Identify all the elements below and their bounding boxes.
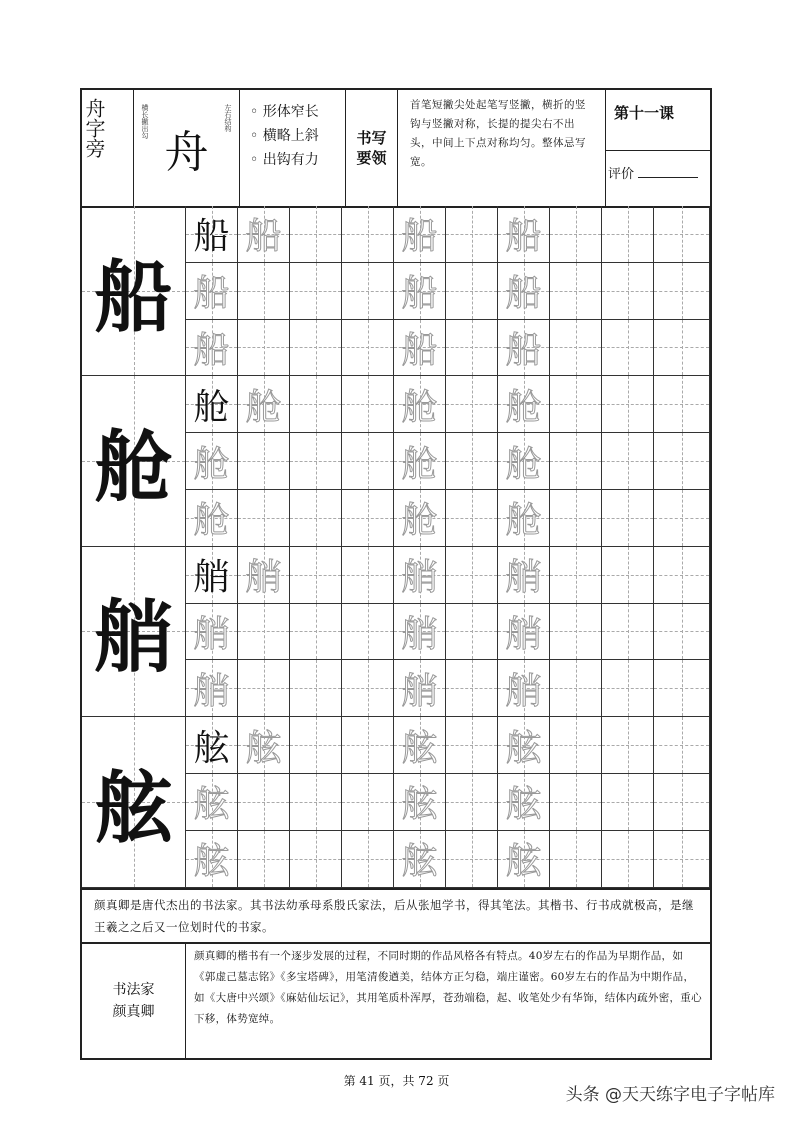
practice-cell[interactable] — [238, 376, 290, 433]
lesson-cell — [606, 90, 710, 206]
practice-cell[interactable] — [498, 774, 550, 831]
practice-cell[interactable] — [186, 604, 238, 661]
practice-cell[interactable] — [654, 717, 710, 774]
practice-cell[interactable] — [342, 206, 394, 263]
model-char-cell — [82, 206, 186, 376]
practice-cell[interactable] — [394, 263, 446, 320]
practice-cell[interactable] — [342, 831, 394, 888]
practice-cell[interactable] — [342, 660, 394, 717]
key-points-label: 书写 — [356, 129, 387, 147]
trace-char: 艄 — [505, 557, 542, 599]
practice-cell[interactable] — [342, 320, 394, 377]
sample-char: 船 — [193, 216, 230, 258]
practice-cell[interactable] — [342, 717, 394, 774]
side-note-right: 左右结构 — [224, 104, 232, 132]
trace-char: 船 — [401, 273, 438, 315]
feature-item: ◦ 出钩有力 — [250, 148, 345, 172]
practice-cell[interactable] — [498, 433, 550, 490]
practice-cell[interactable] — [186, 831, 238, 888]
calligrapher-intro: 颜真卿是唐代杰出的书法家。其书法幼承母系殷氏家法，后从张旭学书，得其笔法。其楷书、行书成就极高，是继王羲之之后又一位划时代的书家。 — [82, 888, 710, 944]
practice-cell[interactable] — [342, 433, 394, 490]
practice-cell[interactable] — [654, 320, 710, 377]
trace-char: 艄 — [505, 670, 542, 712]
practice-cell[interactable] — [550, 433, 602, 490]
practice-cell[interactable] — [186, 433, 238, 490]
practice-cell[interactable] — [290, 831, 342, 888]
practice-cell[interactable] — [550, 206, 602, 263]
feature-list — [240, 90, 345, 172]
writing-description: 首笔短撇尖处起笔写竖撇，横折的竖钩与竖撇对称，长提的提尖右不出头，中间上下点对称均匀。整体忌写宽。 — [410, 99, 586, 168]
calligrapher-name: 颜真卿 — [112, 1004, 155, 1020]
practice-cell[interactable] — [394, 774, 446, 831]
page-number: 第 41 页，共 72 页 — [343, 1074, 450, 1088]
practice-cell[interactable] — [550, 831, 602, 888]
practice-cell[interactable] — [602, 547, 654, 604]
trace-char: 舱 — [401, 500, 438, 542]
practice-cell[interactable] — [602, 604, 654, 661]
lesson-title: 第十一课 — [614, 104, 675, 122]
practice-cell[interactable] — [602, 263, 654, 320]
practice-cell[interactable] — [342, 547, 394, 604]
practice-cell[interactable] — [238, 263, 290, 320]
evaluation-label: 评价 — [608, 167, 635, 182]
practice-cell[interactable] — [498, 604, 550, 661]
practice-cell[interactable] — [498, 206, 550, 263]
model-char: 船 — [94, 251, 173, 343]
model-char-cell — [82, 717, 186, 887]
sample-char: 舱 — [193, 386, 230, 428]
watermark: 头条 @天天练字电子字帖库 — [565, 1085, 775, 1105]
practice-cell[interactable] — [238, 774, 290, 831]
trace-char: 船 — [193, 329, 230, 371]
trace-char: 舱 — [245, 386, 282, 428]
practice-cell[interactable] — [342, 263, 394, 320]
worksheet — [80, 88, 712, 1060]
practice-cell[interactable] — [186, 774, 238, 831]
trace-char: 舷 — [401, 784, 438, 826]
calligrapher-bio: 颜真卿的楷书有一个逐步发展的过程，不同时期的作品风格各有特点。40岁左右的作品为早期作品，如《郭虚己墓志铭》《多宝塔碑》，用笔清俊遒美，结体方正匀稳，端庄谨密。60岁左右的作品为中期作品，如《大唐中兴颂》《麻姑仙坛记》，其用笔质朴浑厚，苍劲端稳，起、收笔处少有华饰，结体内疏外密，重心下移，体势宽绰。 — [194, 950, 702, 1025]
trace-char: 艄 — [193, 613, 230, 655]
trace-char: 船 — [505, 216, 542, 258]
feature-item: ◦ 横略上斜 — [250, 124, 345, 148]
radical-sample-cell — [134, 90, 240, 206]
practice-cell[interactable] — [550, 490, 602, 547]
practice-cell[interactable] — [446, 831, 498, 888]
practice-cell[interactable] — [238, 320, 290, 377]
practice-cell[interactable] — [342, 490, 394, 547]
practice-cell[interactable] — [290, 547, 342, 604]
practice-cell[interactable] — [186, 376, 238, 433]
practice-cell[interactable] — [238, 433, 290, 490]
practice-cell[interactable] — [602, 433, 654, 490]
practice-cell[interactable] — [654, 547, 710, 604]
trace-char: 艄 — [245, 557, 282, 599]
practice-cell[interactable] — [238, 831, 290, 888]
model-char: 舷 — [94, 762, 173, 854]
practice-cell[interactable] — [342, 604, 394, 661]
practice-cell[interactable] — [238, 547, 290, 604]
trace-char: 舷 — [193, 784, 230, 826]
practice-cell[interactable] — [342, 376, 394, 433]
practice-cell[interactable] — [394, 206, 446, 263]
practice-cell[interactable] — [186, 547, 238, 604]
practice-cell[interactable] — [446, 660, 498, 717]
practice-cell[interactable] — [602, 717, 654, 774]
practice-cell[interactable] — [290, 376, 342, 433]
trace-char: 舱 — [193, 443, 230, 485]
practice-cell[interactable] — [290, 263, 342, 320]
practice-cell[interactable] — [654, 490, 710, 547]
practice-cell[interactable] — [654, 831, 710, 888]
practice-cell[interactable] — [602, 206, 654, 263]
practice-cell[interactable] — [602, 831, 654, 888]
practice-cell[interactable] — [550, 717, 602, 774]
practice-cell[interactable] — [290, 206, 342, 263]
trace-char: 舱 — [193, 500, 230, 542]
trace-char: 舱 — [401, 386, 438, 428]
trace-char: 艄 — [505, 613, 542, 655]
practice-cell[interactable] — [602, 376, 654, 433]
practice-cell[interactable] — [238, 206, 290, 263]
sample-char: 舷 — [193, 727, 230, 769]
practice-cell[interactable] — [654, 774, 710, 831]
practice-cell[interactable] — [238, 604, 290, 661]
practice-cell[interactable] — [446, 206, 498, 263]
practice-cell[interactable] — [498, 490, 550, 547]
practice-grid — [82, 206, 710, 888]
trace-char: 舱 — [401, 443, 438, 485]
radical-name: 舟字旁 — [82, 98, 106, 158]
practice-cell[interactable] — [654, 263, 710, 320]
trace-char: 艄 — [401, 613, 438, 655]
practice-cell[interactable] — [394, 717, 446, 774]
practice-cell[interactable] — [498, 717, 550, 774]
practice-cell[interactable] — [498, 376, 550, 433]
trace-char: 舷 — [245, 727, 282, 769]
practice-cell[interactable] — [446, 263, 498, 320]
key-points-label-cell — [346, 90, 398, 206]
trace-char: 舱 — [505, 386, 542, 428]
practice-cell[interactable] — [654, 206, 710, 263]
practice-cell[interactable] — [550, 320, 602, 377]
key-points-label: 要领 — [356, 149, 387, 167]
model-char-cell — [82, 547, 186, 717]
practice-cell[interactable] — [602, 490, 654, 547]
practice-cell[interactable] — [186, 263, 238, 320]
trace-char: 舷 — [505, 784, 542, 826]
practice-cell[interactable] — [550, 376, 602, 433]
practice-cell[interactable] — [290, 774, 342, 831]
trace-char: 船 — [505, 329, 542, 371]
feature-item: ◦ 形体窄长 — [250, 100, 345, 124]
practice-cell[interactable] — [290, 490, 342, 547]
model-char: 舱 — [94, 422, 173, 514]
trace-char: 舷 — [505, 727, 542, 769]
practice-cell[interactable] — [186, 490, 238, 547]
evaluation-blank[interactable] — [638, 177, 698, 178]
practice-cell[interactable] — [446, 717, 498, 774]
practice-cell[interactable] — [550, 604, 602, 661]
practice-cell[interactable] — [238, 660, 290, 717]
practice-cell[interactable] — [602, 660, 654, 717]
practice-cell[interactable] — [446, 433, 498, 490]
trace-char: 舱 — [505, 443, 542, 485]
practice-cell[interactable] — [446, 547, 498, 604]
trace-char: 舷 — [401, 727, 438, 769]
lesson-header — [82, 90, 710, 208]
practice-cell[interactable] — [238, 717, 290, 774]
practice-cell[interactable] — [498, 320, 550, 377]
practice-cell[interactable] — [290, 320, 342, 377]
practice-cell[interactable] — [394, 831, 446, 888]
trace-char: 艄 — [193, 670, 230, 712]
radical-sample: 舟 — [164, 127, 209, 178]
trace-char: 艄 — [401, 670, 438, 712]
model-char-cell — [82, 376, 186, 546]
radical-name-cell — [82, 90, 134, 206]
practice-cell[interactable] — [186, 320, 238, 377]
practice-cell[interactable] — [550, 774, 602, 831]
trace-char: 舷 — [505, 841, 542, 883]
trace-char: 船 — [401, 216, 438, 258]
sample-char: 艄 — [193, 557, 230, 599]
trace-char: 船 — [401, 329, 438, 371]
trace-char: 船 — [245, 216, 282, 258]
practice-cell[interactable] — [602, 774, 654, 831]
practice-cell[interactable] — [446, 774, 498, 831]
description-cell — [398, 90, 606, 206]
practice-cell[interactable] — [498, 660, 550, 717]
practice-cell[interactable] — [394, 490, 446, 547]
practice-cell[interactable] — [290, 604, 342, 661]
practice-cell[interactable] — [446, 376, 498, 433]
practice-cell[interactable] — [550, 660, 602, 717]
model-char: 艄 — [94, 592, 173, 684]
practice-cell[interactable] — [446, 490, 498, 547]
trace-char: 舷 — [401, 841, 438, 883]
practice-cell[interactable] — [186, 717, 238, 774]
practice-cell[interactable] — [550, 547, 602, 604]
practice-cell[interactable] — [394, 660, 446, 717]
trace-char: 舱 — [505, 500, 542, 542]
practice-cell[interactable] — [446, 604, 498, 661]
practice-cell[interactable] — [394, 547, 446, 604]
practice-cell[interactable] — [654, 604, 710, 661]
practice-cell[interactable] — [290, 717, 342, 774]
practice-cell[interactable] — [342, 774, 394, 831]
practice-cell[interactable] — [498, 547, 550, 604]
practice-cell[interactable] — [498, 831, 550, 888]
practice-cell[interactable] — [550, 263, 602, 320]
practice-cell[interactable] — [186, 660, 238, 717]
side-note-left: 横长撇出勾 — [141, 104, 149, 139]
practice-cell[interactable] — [498, 263, 550, 320]
practice-cell[interactable] — [186, 206, 238, 263]
features-cell — [240, 90, 346, 206]
practice-cell[interactable] — [394, 604, 446, 661]
practice-cell[interactable] — [290, 433, 342, 490]
practice-cell[interactable] — [394, 376, 446, 433]
trace-char: 船 — [505, 273, 542, 315]
practice-cell[interactable] — [654, 376, 710, 433]
trace-char: 舷 — [193, 841, 230, 883]
trace-char: 艄 — [401, 557, 438, 599]
practice-cell[interactable] — [446, 320, 498, 377]
trace-char: 船 — [193, 273, 230, 315]
practice-cell[interactable] — [394, 320, 446, 377]
calligrapher-title: 书法家 — [112, 982, 155, 998]
calligrapher-title-cell — [82, 944, 186, 1058]
practice-cell[interactable] — [290, 660, 342, 717]
evaluation-field — [606, 150, 712, 182]
practice-cell[interactable] — [602, 320, 654, 377]
practice-cell[interactable] — [654, 433, 710, 490]
practice-cell[interactable] — [238, 490, 290, 547]
practice-cell[interactable] — [394, 433, 446, 490]
practice-cell[interactable] — [654, 660, 710, 717]
